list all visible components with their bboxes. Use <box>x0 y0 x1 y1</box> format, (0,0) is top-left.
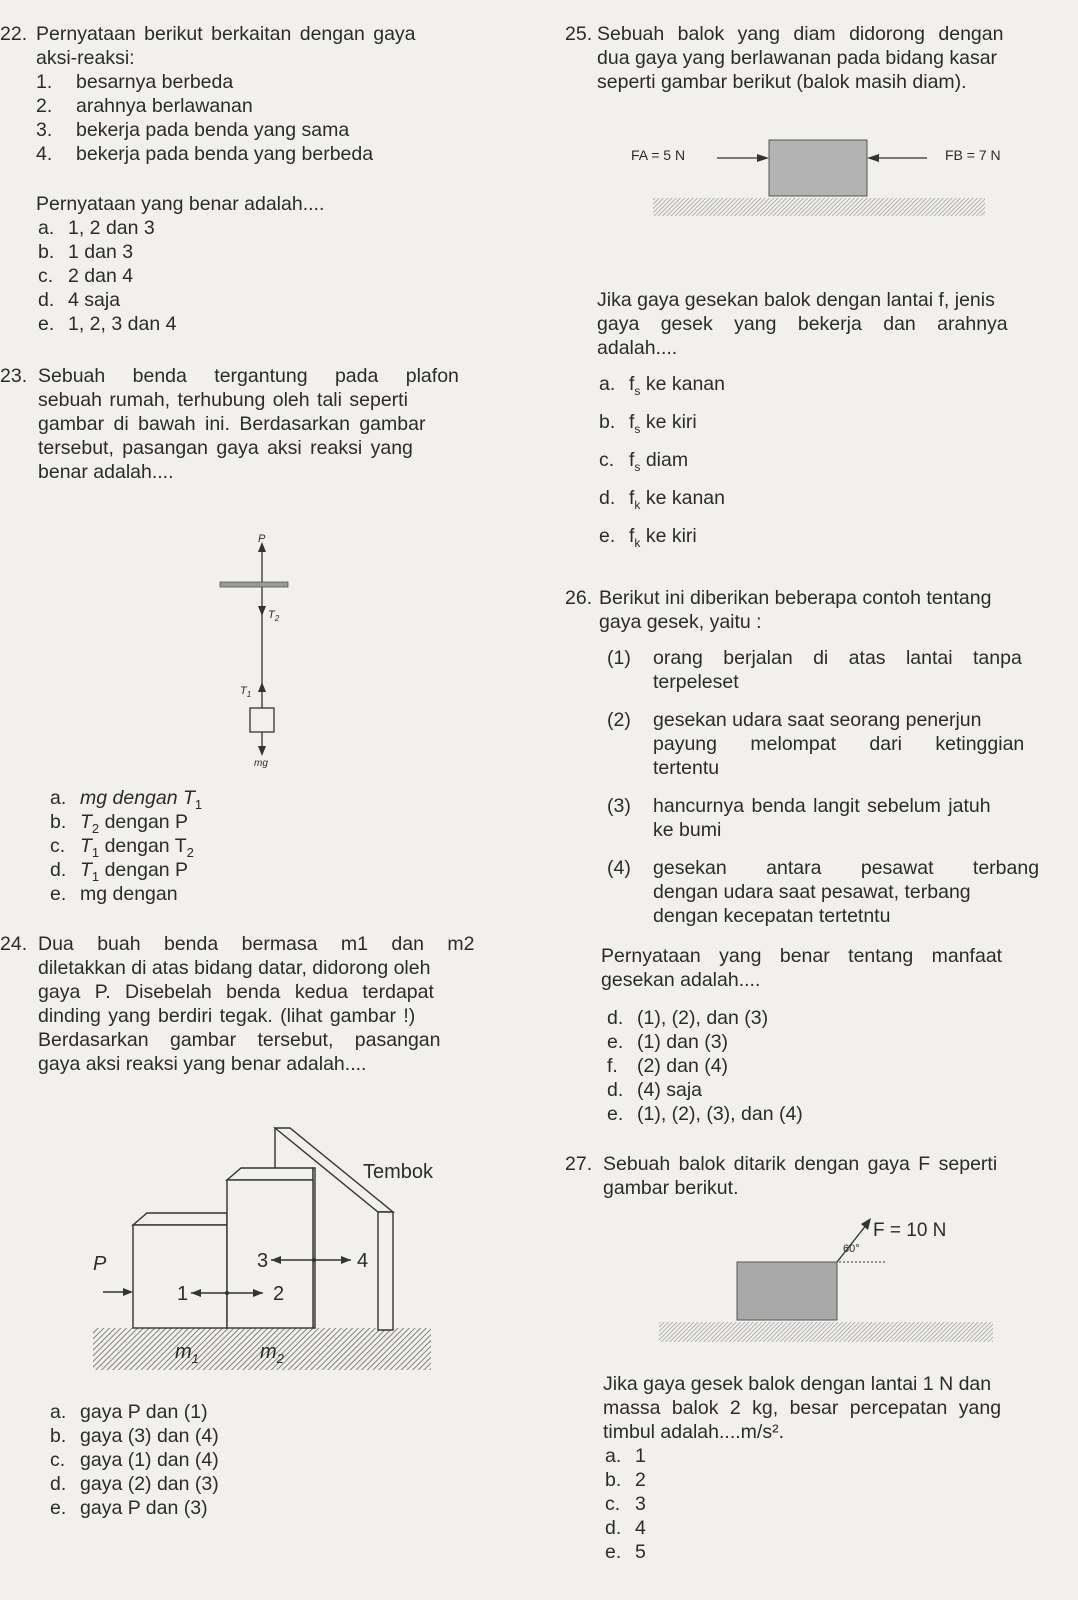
label-m1: $m_1$ <box>175 1341 199 1366</box>
block-m2 <box>227 1180 313 1328</box>
stem-line: Jika gaya gesek balok dengan lantai 1 N dan <box>603 1373 992 1395</box>
option-d[interactable]: d. $T_1$ dengan P <box>50 859 189 884</box>
option-text: 1, 2, 3 dan 4 <box>68 313 177 335</box>
option-3[interactable] <box>607 1054 728 1078</box>
balok-two-forces-figure <box>625 130 1025 225</box>
item-number: (2) <box>607 709 631 731</box>
statement-number: 3. <box>36 119 53 141</box>
option-e[interactable]: e. $f_k$ ke kiri <box>599 525 697 550</box>
option-b[interactable]: b. $T_2$ dengan P <box>50 811 189 836</box>
label-3: 3 <box>257 1250 269 1272</box>
option-d[interactable]: d. $f_k$ ke kanan <box>599 487 725 512</box>
option-e[interactable] <box>605 1540 646 1564</box>
q26-prompt <box>601 944 1047 992</box>
option-letter: e. <box>38 313 55 335</box>
option-text: 1 <box>635 1445 646 1467</box>
stem-line: Berikut ini diberikan beberapa contoh tentang <box>599 587 992 609</box>
option-text: 1 dan 3 <box>68 241 134 263</box>
option-text: gaya (3) dan (4) <box>80 1425 219 1447</box>
stem-line: Sebuah balok yang diam didorong dengan <box>597 23 1004 45</box>
option-text: T <box>80 859 92 881</box>
tension-t2-arrow <box>258 606 266 616</box>
option-text: f <box>629 525 635 547</box>
option-text: 4 saja <box>68 289 121 311</box>
hanging-mass-figure <box>210 530 300 770</box>
stem-line: timbul adalah....m/s². <box>603 1421 784 1443</box>
option-c[interactable] <box>38 264 133 288</box>
statement-text: bekerja pada benda yang berbeda <box>76 143 374 165</box>
stem-line: gaya gesek, yaitu : <box>599 611 762 633</box>
wall-label: Tembok <box>363 1161 434 1183</box>
stem-line: Berdasarkan gambar tersebut, pasangan <box>38 1029 441 1051</box>
stem-line: gambar di bawah ini. Berdasarkan gambar <box>38 413 426 435</box>
item-number: (3) <box>607 795 631 817</box>
option-text: T <box>80 811 92 833</box>
balok <box>769 140 867 196</box>
option-letter: d. <box>607 1079 624 1101</box>
question-number: 26. <box>565 587 593 609</box>
option-letter: c. <box>605 1493 621 1515</box>
stem-line: diletakkan di atas bidang datar, didorong oleh <box>38 957 431 979</box>
option-a[interactable]: a. mg dengan $T_1$ <box>50 787 203 812</box>
stem-line: Jika gaya gesekan balok dengan lantai f, jenis <box>597 289 995 311</box>
stem-line: seperti gambar berikut (balok masih diam). <box>597 71 967 93</box>
option-b[interactable]: b. $f_s$ ke kiri <box>599 411 697 436</box>
stem-line: massa balok 2 kg, besar percepatan yang <box>603 1397 1002 1419</box>
stem-line: dinding yang berdiri tegak. (lihat gambar !) <box>38 1005 416 1027</box>
item-line: dengan kecepatan tertetntu <box>653 905 891 927</box>
item-number: (4) <box>607 857 631 879</box>
statement-number: 4. <box>36 143 53 165</box>
option-letter: d. <box>50 1473 67 1495</box>
statement-text: besarnya berbeda <box>76 71 234 93</box>
option-letter: a. <box>50 1401 67 1423</box>
question-number: 23. <box>0 365 28 387</box>
option-text: (1) dan (3) <box>637 1031 729 1053</box>
force-fb-label: FB = 7 N <box>945 147 1001 163</box>
item-line: payung melompat dari ketinggian <box>653 733 1025 755</box>
option-e[interactable] <box>38 312 176 336</box>
option-4[interactable] <box>607 1078 702 1102</box>
q27-after <box>603 1372 1047 1444</box>
option-text: (1), (2), dan (3) <box>637 1007 769 1029</box>
option-letter: e. <box>607 1103 624 1125</box>
item-line: hancurnya benda langit sebelum jatuh <box>653 795 991 817</box>
option-text: (4) saja <box>637 1079 703 1101</box>
label-1: 1 <box>177 1283 189 1305</box>
option-c[interactable] <box>50 1448 219 1472</box>
option-letter: e. <box>50 883 67 905</box>
stem-line: adalah.... <box>597 337 678 359</box>
stem-line: benar adalah.... <box>38 461 174 483</box>
item-line: ke bumi <box>653 819 722 841</box>
force-fa-label: FA = 5 N <box>631 147 686 163</box>
angle-label: 60° <box>843 1243 860 1255</box>
option-letter: b. <box>50 811 67 833</box>
stem-line: aksi-reaksi: <box>36 47 135 69</box>
option-1[interactable] <box>607 1006 768 1030</box>
option-text: gaya P dan (1) <box>80 1401 208 1423</box>
option-d[interactable] <box>50 1472 219 1496</box>
option-letter: f. <box>607 1055 618 1077</box>
option-text: 2 <box>635 1469 646 1491</box>
option-text: f <box>629 373 635 395</box>
option-text: 2 dan 4 <box>68 265 134 287</box>
option-text: 3 <box>635 1493 646 1515</box>
option-text: (1), (2), (3), dan (4) <box>637 1103 803 1125</box>
item-line: terpeleset <box>653 671 739 693</box>
item-line: gesekan antara pesawat terbang <box>653 857 1040 879</box>
label-p: P <box>258 533 266 545</box>
option-letter: c. <box>50 1449 66 1471</box>
item-line: gesekan udara saat seorang penerjun <box>653 709 982 731</box>
balok-pulled-figure <box>655 1212 1005 1352</box>
hanging-block <box>250 708 274 732</box>
force-f-label: F = 10 N <box>873 1220 947 1241</box>
stem-line: Pernyataan berikut berkaitan dengan gaya <box>36 23 416 45</box>
prompt-line: Pernyataan yang benar tentang manfaat <box>601 945 1003 967</box>
question-prompt: Pernyataan yang benar adalah.... <box>36 193 325 215</box>
item-line: orang berjalan di atas lantai tanpa <box>653 647 1022 669</box>
stem-line: Sebuah benda tergantung pada plafon <box>38 365 459 387</box>
option-a[interactable] <box>38 216 155 240</box>
item-line: dengan udara saat pesawat, terbang <box>653 881 971 903</box>
block-m1 <box>133 1225 227 1328</box>
option-letter: b. <box>50 1425 67 1447</box>
stem-line: Sebuah balok ditarik dengan gaya F seperti <box>603 1153 998 1175</box>
prompt-line: gesekan adalah.... <box>601 969 761 991</box>
option-letter: c. <box>38 265 54 287</box>
stem-line: dua gaya yang berlawanan pada bidang kasar <box>597 47 998 69</box>
option-text: 1, 2 dan 3 <box>68 217 155 239</box>
option-letter: a. <box>605 1445 622 1467</box>
question-number: 25. <box>565 23 593 45</box>
option-text: gaya (1) dan (4) <box>80 1449 219 1471</box>
stem-line: tersebut, pasangan gaya aksi reaksi yang <box>38 437 413 459</box>
option-letter: a. <box>38 217 55 239</box>
statement-number: 1. <box>36 71 53 93</box>
option-text: f <box>629 449 635 471</box>
option-b[interactable] <box>50 1424 219 1448</box>
label-m2: $m_2$ <box>260 1341 284 1366</box>
stem-line: Dua buah benda bermasa m1 dan m2 <box>38 933 475 955</box>
option-2[interactable] <box>607 1030 728 1054</box>
rough-surface <box>653 198 985 216</box>
option-letter: c. <box>50 835 66 857</box>
stem-line: gaya P. Disebelah benda kedua terdapat <box>38 981 434 1003</box>
option-text: 4 <box>635 1517 646 1539</box>
option-letter: d. <box>607 1007 624 1029</box>
tension-t1-arrow <box>258 682 266 692</box>
option-d[interactable] <box>38 288 120 312</box>
option-text: (2) dan (4) <box>637 1055 729 1077</box>
statement-number: 2. <box>36 95 53 117</box>
option-letter: e. <box>605 1541 622 1563</box>
label-t1: $T_1$ <box>240 685 252 699</box>
option-text: T <box>80 835 92 857</box>
question-number: 24. <box>0 933 28 955</box>
item-line: tertentu <box>653 757 720 779</box>
balok <box>737 1262 837 1320</box>
option-c[interactable] <box>605 1492 646 1516</box>
option-letter: b. <box>605 1469 622 1491</box>
option-text: f <box>629 411 635 433</box>
option-a[interactable] <box>605 1444 646 1468</box>
option-a[interactable] <box>50 1400 208 1424</box>
option-b[interactable] <box>605 1468 646 1492</box>
option-letter: c. <box>599 449 615 471</box>
option-letter: d. <box>605 1517 622 1539</box>
label-t2: $T_2$ <box>268 609 280 623</box>
ceiling <box>220 582 288 587</box>
two-blocks-figure <box>85 1120 445 1380</box>
item-number: (1) <box>607 647 631 669</box>
option-letter: b. <box>38 241 55 263</box>
floor <box>659 1322 993 1342</box>
question-number: 22. <box>0 23 28 45</box>
option-text: gaya (2) dan (3) <box>80 1473 219 1495</box>
stem-line: sebuah rumah, terhubung oleh tali seperti <box>38 389 408 411</box>
label-mg: mg <box>254 758 268 769</box>
option-letter: b. <box>599 411 616 433</box>
option-d[interactable] <box>605 1516 646 1540</box>
option-letter: d. <box>50 859 67 881</box>
option-text: mg dengan <box>80 883 178 905</box>
statement-text: bekerja pada benda yang sama <box>76 119 350 141</box>
option-a[interactable]: a. $f_s$ ke kanan <box>599 373 725 398</box>
option-c[interactable]: c. $f_s$ diam <box>599 449 689 474</box>
option-5[interactable] <box>607 1102 803 1126</box>
label-4: 4 <box>357 1250 369 1272</box>
question-number: 27. <box>565 1153 593 1175</box>
option-text: mg dengan T <box>80 787 195 809</box>
stem-line: gambar berikut. <box>603 1177 739 1199</box>
option-letter: e. <box>50 1497 67 1519</box>
option-letter: d. <box>38 289 55 311</box>
option-letter: e. <box>599 525 616 547</box>
option-letter: e. <box>607 1031 624 1053</box>
option-letter: a. <box>50 787 67 809</box>
label-2: 2 <box>273 1283 285 1305</box>
option-text: 5 <box>635 1541 646 1563</box>
option-b[interactable] <box>38 240 133 264</box>
q25-after <box>597 288 1047 360</box>
stem-line: gaya gesek yang bekerja dan arahnya <box>597 313 1008 335</box>
force-p-label: P <box>93 1253 107 1275</box>
option-text: gaya P dan (3) <box>80 1497 208 1519</box>
option-text: f <box>629 487 635 509</box>
wall <box>378 1212 393 1330</box>
option-letter: a. <box>599 373 616 395</box>
option-e[interactable] <box>50 882 178 906</box>
stem-line: gaya aksi reaksi yang benar adalah.... <box>38 1053 367 1075</box>
option-letter: d. <box>599 487 616 509</box>
option-e[interactable] <box>50 1496 208 1520</box>
option-c[interactable]: c. $T_1$ dengan $T_2$ <box>50 835 194 860</box>
statement-text: arahnya berlawanan <box>76 95 253 117</box>
